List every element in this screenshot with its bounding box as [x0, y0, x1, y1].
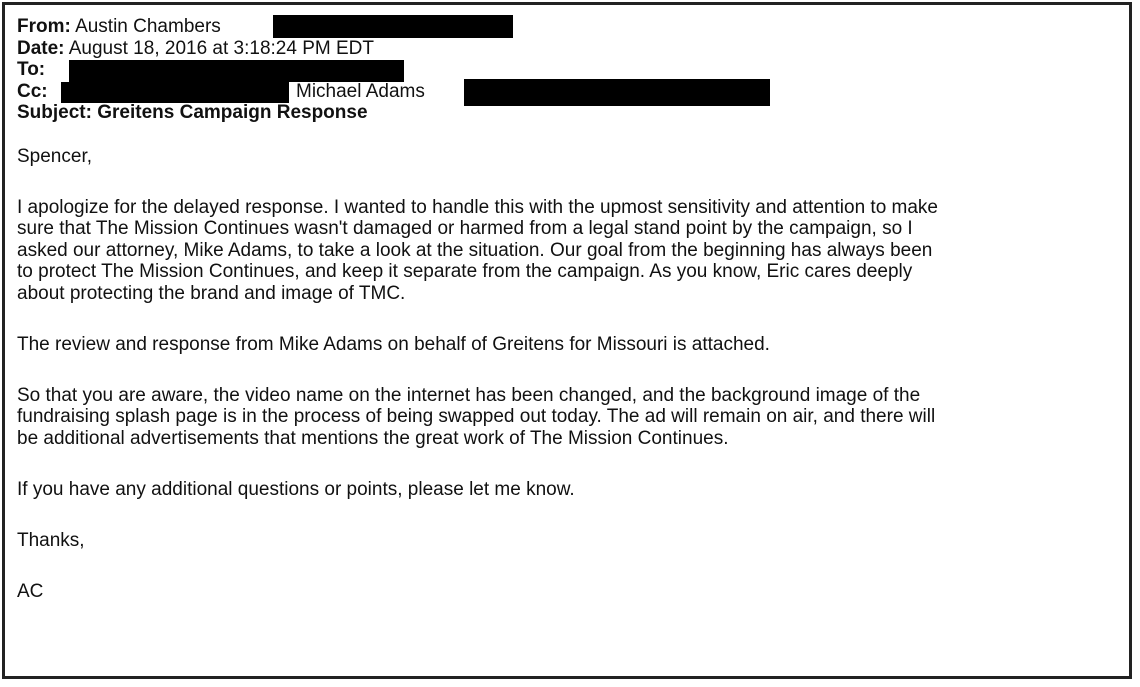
cc-label: Cc:: [17, 80, 48, 102]
cc-line: [17, 81, 1122, 103]
paragraph-3: [17, 385, 1122, 450]
paragraph-1-line: about protecting the brand and image of TMC.: [17, 282, 406, 304]
subject-label: Subject:: [17, 102, 92, 123]
paragraph-3-line: fundraising splash page is in the process of being swapped out today. The ad will remain on air, and there will: [17, 406, 936, 427]
email-document: [17, 16, 1122, 602]
from-label: From:: [17, 16, 71, 37]
paragraph-1-line: asked our attorney, Mike Adams, to take a look at the situation. Our goal from the beginning has always been: [17, 239, 933, 261]
subject-line: [17, 102, 1122, 124]
closing: Thanks,: [17, 529, 85, 551]
to-redaction: [69, 60, 404, 82]
from-value: Austin Chambers: [75, 16, 221, 37]
from-email-redaction: [273, 15, 513, 38]
paragraph-3-line: be additional advertisements that mentions the great work of The Mission Continues.: [17, 427, 729, 449]
paragraph-1: [17, 197, 1122, 305]
signature: AC: [17, 580, 44, 602]
to-line: [17, 59, 1122, 81]
cc-value: Michael Adams: [296, 80, 425, 102]
paragraph-3-line: So that you are aware, the video name on the internet has been changed, and the background image of the: [17, 384, 921, 406]
subject-value: Greitens Campaign Response: [97, 102, 368, 123]
date-label: Date:: [17, 37, 65, 59]
paragraph-1-line: sure that The Mission Continues wasn't damaged or harmed from a legal stand point by the campaign, so I: [17, 218, 913, 239]
paragraph-4: If you have any additional questions or points, please let me know.: [17, 478, 575, 500]
paragraph-1-line: I apologize for the delayed response. I wanted to handle this with the upmost sensitivity and attention to make: [17, 196, 938, 218]
paragraph-2: The review and response from Mike Adams on behalf of Greitens for Missouri is attached.: [17, 333, 770, 355]
to-label: To:: [17, 59, 46, 80]
cc-redaction-1: [61, 82, 289, 103]
date-line: [17, 38, 1122, 60]
greeting: Spencer,: [17, 145, 92, 167]
date-value: August 18, 2016 at 3:18:24 PM EDT: [68, 37, 374, 59]
paragraph-1-line: to protect The Mission Continues, and keep it separate from the campaign. As you know, Eric cares deeply: [17, 261, 913, 282]
from-line: [17, 16, 1122, 38]
